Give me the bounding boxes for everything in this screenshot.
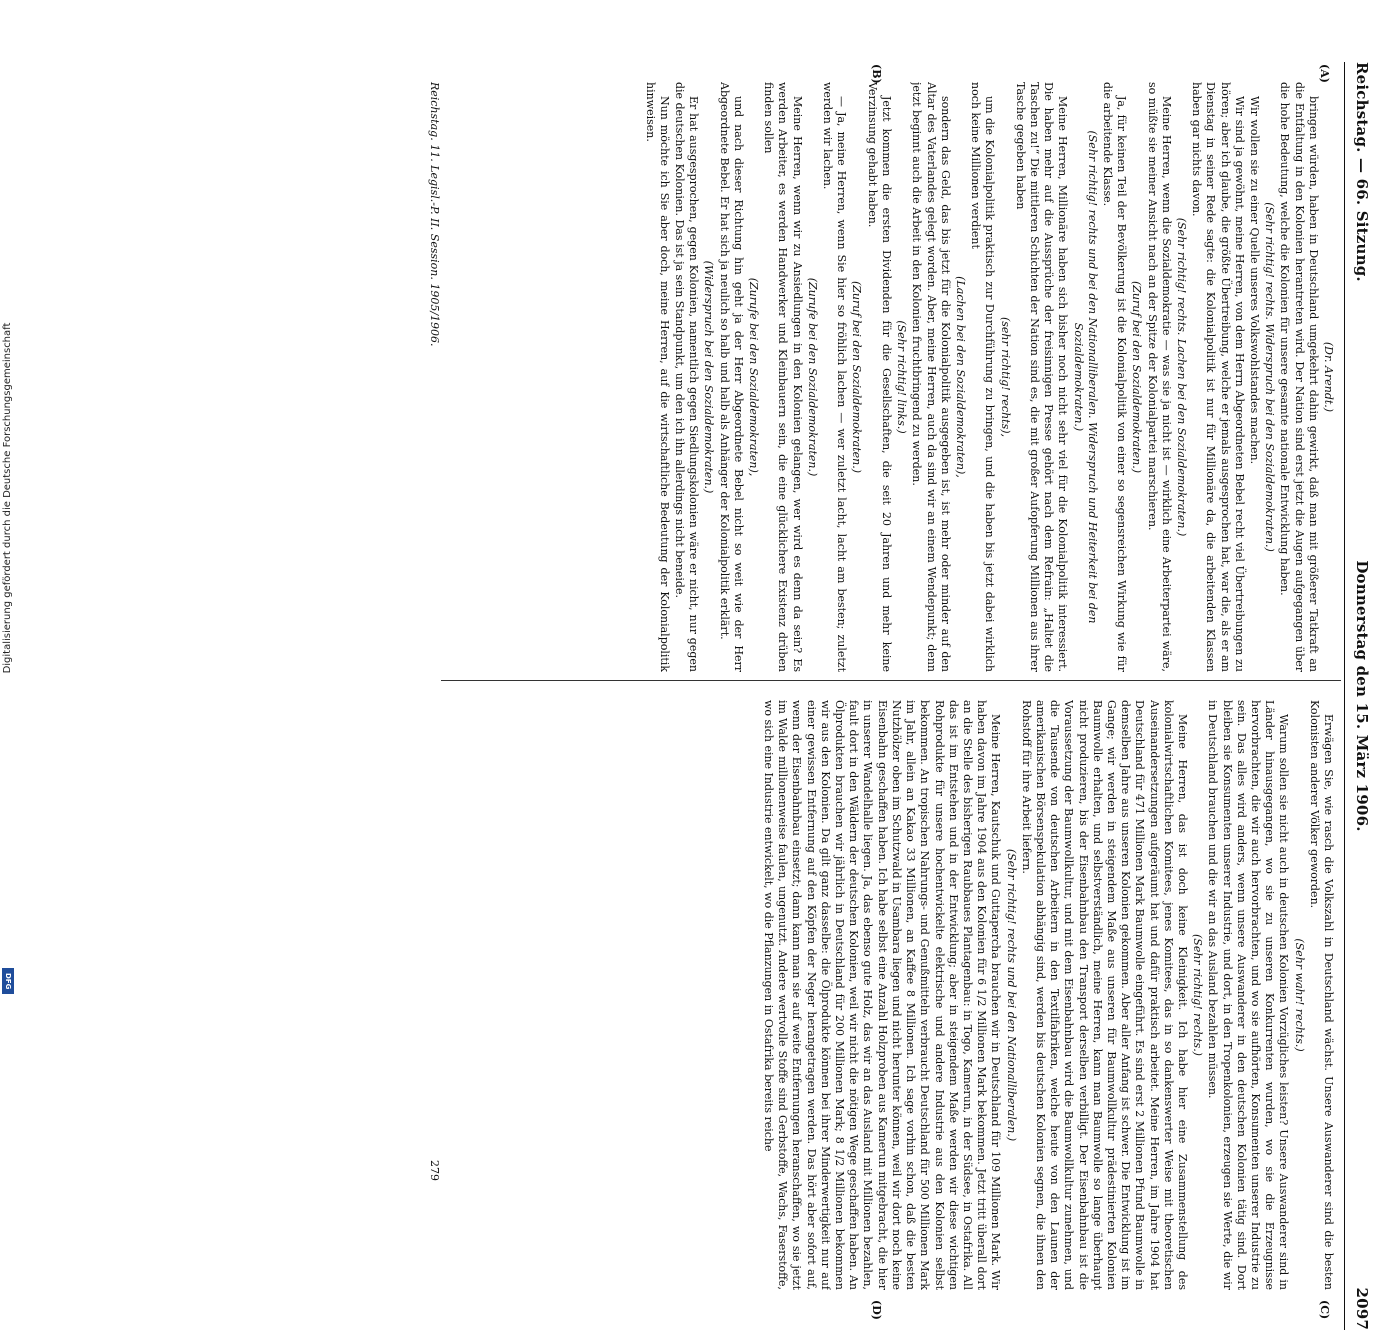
interjection-note: (Sehr richtig! rechts. Lachen bei den Sozialdemokraten.) (1174, 217, 1188, 537)
speech-paragraph: und nach dieser Richtung hin geht ja der Herr Abgeordnete Bebel nicht so weit wie der Herr Abgeordnete Bebel. Er hat sich ja neulich so halb und halb als Anhänger der Kolonialpolitik erklärt. (717, 82, 745, 672)
speech-paragraph: Meine Herren, Kautschuk und Guttapercha brauchen wir in Deutschland für 109 Millionen Mark. Wir haben davon im Jahre 1904 aus den Kolonien für 6 1/2 Millionen Mark bekommen. Jetzt tritt überall dort an die Stelle des bisherigen Raubbaues Plantagenbau: in Togo, Kamerun, in der Südsee, in Ostafrika. All das ist im Entstehen und in der Entwicklung; aber in steigendem Maße werden wir diese wichtigen Rohprodukte für unsere hochentwickelte elektrische und andere Industrie aus den Kolonien selbst bekommen. An tropischen Nahrungs- und Genußmitteln verbraucht Deutschland für 500 Millionen Mark im Jahr, allein an Kakao 33 Millionen, an Kaffee 8 Millionen. Ich sage vorhin schon, daß die besten Nutzhölzer oben im Schutzwald in Usambara liegen und nicht herunter können, weil wir dort noch keine Eisenbahn geschaffen haben. Ich habe selbst eine Anzahl Holzproben aus Kamerun mitgebracht, die hier in unserer Wandelhalle liegen. Ja, das ebenso gute Holz, das wir an das Ausland mit Millionen bezahlen, fault dort in den Wäldern der deutschen Kolonien, weil wir nicht die nötigen Wege geschaffen haben. An Ölprodukten brauchen wir jährlich in Deutschland für 200 Millionen Mark; 8 1/2 Millionen bekommen wir aus den Kolonien. Da gilt ganz dasselbe: die Ölprodukte können bei ihrer Minderwertigkeit nur auf einer gewissen Entfernung auf den Köpfen der Neger herangetragen werden. Das hört aber sofort auf, wenn der Eisenbahnbau einsetzt; dann kann man sie auf weite Entfernungen heranschaffen, wo sie jetzt im Walde millionenweise faulen, ungenutzt. Andere wertvolle Stoffe sind Gerbstoffe, Wachs, Faserstoffe, wo sich eine Industrie entwickelt, wo die Pflanzungen in Ostafrika bereits reiche (762, 700, 1003, 1290)
speech-paragraph: Meine Herren, wenn die Sozialdemokratie — was sie ja nicht ist — wirklich eine Arbeiterpartei wäre, so müßte sie meiner Ansicht nach an der Spitze der Kolonialpartei marschieren. (1145, 82, 1173, 672)
interjection-note: (Sehr richtig! rechts und bei den Nationalliberalen.) (1004, 848, 1018, 1142)
folio-number: 279 (428, 1160, 441, 1181)
speech-paragraph: Meine Herren, Millionäre haben sich bisher noch nicht sehr viel für die Kolonialpolitik interessiert. Die haben mehr auf die Aussprüche der freisinnigen Presse gehört nach dem Refrain: „Haltet die Taschen zu!“ Die mittleren Schichten der Nation sind es, die mit großer Aufopferung Millionen aus ihrer Tasche gegeben haben (1013, 82, 1070, 672)
header-rule (1344, 62, 1345, 1330)
left-text-column (455, 82, 1335, 672)
interjection-note: (Lachen bei den Sozialdemokraten), (953, 276, 967, 478)
interjection-note: (Sehr richtig! rechts. Widerspruch bei den Sozialdemokraten.) (1263, 202, 1277, 552)
speech-paragraph: Ja, für keinen Teil der Bevölkerung ist die Kolonialpolitik von einer so segensreichen Wirkung wie für die arbeitende Klasse. (1100, 82, 1129, 672)
interjection-note: (Sehr richtig! rechts.) (1191, 934, 1205, 1056)
column-divider (441, 680, 1341, 681)
margin-marker-c: (C) (1318, 1300, 1331, 1320)
speech-paragraph: Wir wollen sie zu einer Quelle unseres Volkswohlstandes machen. (1247, 96, 1261, 465)
interjection-note: (Zuruf bei den Sozialdemokraten.) (1130, 280, 1144, 474)
margin-marker-b: (B) (870, 64, 883, 84)
interjection-note: (Zurufe bei den Sozialdemokraten), (747, 277, 761, 477)
speech-paragraph: Warum sollen sie nicht auch in deutschen Kolonien Vorzügliches leisten? Unsere Auswanderer sind in Länder hinausgegangen, wo sie zu unseren Konkurrenten wurden, wo sie die Erzeugnisse hervorbrachten, die wir auch hervorbrachten, und wo sie aufhörten, Konsumenten unserer Industrie zu sein. Das alles wird anders, wenn unsere Auswanderer in den deutschen Kolonien tätig sind. Dort bleiben sie Konsumenten unserer Industrie, und dort, in den Tropenkolonien, erzeugen sie Werte, die wir in Deutschland brauchen und die wir an das Ausland bezahlen müssen. (1206, 700, 1291, 1290)
margin-marker-d: (D) (870, 1300, 883, 1320)
interjection-note: (Sehr richtig! rechts und bei den Nationalliberalen. Widerspruch und Heiterkeit bei den Sozialdemokraten.) (1071, 130, 1099, 624)
header-left: Reichstag. — 66. Sitzung. (1353, 62, 1371, 282)
interjection-note: (Sehr wahr! rechts.) (1292, 938, 1306, 1052)
interjection-note: (Zurufe bei den Sozialdemokraten.) (805, 277, 819, 477)
digitization-note: Digitalisierung gefördert durch die Deutsche Forschungsgemeinschaft (2, 322, 13, 674)
speech-paragraph: Meine Herren, wenn wir zu Ansiedlungen in den Kolonien gelangen, wer wird es denn da sein? Es werden Arbeiter, es werden Handwerker und Kleinbauern sein, die eine glücklichere Existenz drüben finden sollen (762, 82, 804, 672)
speaker-label: (Dr. Arendt.) (1322, 341, 1335, 413)
interjection-note: (sehr richtig! rechts), (998, 316, 1012, 438)
speech-paragraph: — Ja, meine Herren, wenn Sie hier so fröhlich lachen — wer zuletzt lacht, lacht am besten; zuletzt werden wir lachen. (821, 82, 849, 672)
page-footer: Reichstag. 11. Legisl.-P. II. Session. 1905/1906. (428, 82, 441, 347)
speech-paragraph: um die Kolonialpolitik praktisch zur Durchführung zu bringen, und die haben bis jetzt dabei wirklich noch keine Millionen verdient (969, 82, 997, 672)
margin-marker-a: (A) (1318, 64, 1331, 83)
speech-paragraph: Wir sind ja gewöhnt, meine Herren, von dem Herrn Abgeordneten Bebel recht viel Übertreibungen zu hören; aber ich glaube, die größte Übertreibung, welche er jemals ausgesprochen hat, war die, als er am Dienstag in seiner Rede sagte: die Kolonialpolitik ist nur für Millionäre da, die arbeitenden Klassen haben gar nichts davon. (1190, 82, 1246, 672)
speech-paragraph: Er hat ausgesprochen, gegen Kolonien, namentlich gegen Siedlungskolonien wäre er nicht, nur gegen die deutschen Kolonien. Das ist ja sein Standpunkt, um den ich ihn allerdings nicht beneide. (673, 82, 701, 672)
page-header (1349, 62, 1375, 1330)
speech-paragraph: sondern das Geld, das bis jetzt für die Kolonialpolitik ausgegeben ist, ist mehr oder minder auf den Altar des Vaterlandes gelegt worden. Aber, meine Herren, auch da sind wir an einem Wendepunkt; denn jetzt beginnt auch die Arbeit in den Kolonien fruchtbringend zu werden. (910, 82, 952, 672)
header-page-number: 2097 (1353, 1287, 1371, 1330)
interjection-note: (Widerspruch bei den Sozialdemokraten.) (702, 260, 716, 494)
speech-paragraph: Jetzt kommen die ersten Dividenden für die Gesellschaften, die seit 20 Jahren und mehr keine Verzinsung gehabt haben. (865, 82, 893, 672)
right-text-column (455, 700, 1335, 1290)
interjection-note: (Sehr richtig! links.) (895, 320, 909, 434)
speech-paragraph: Erwägen Sie, wie rasch die Volkszahl in Deutschland wächst. Unsere Auswanderer sind die besten Kolonisten anderer Völker geworden. (1307, 700, 1335, 1290)
speech-paragraph: Meine Herren, das ist doch keine Kleinigkeit. Ich habe hier eine Zusammenstellung des kolonialwirtschaftlichen Komitees, jenes Komitees, das in so dankenswerter Weise mit theoretischen Auseinandersetzungen aufgeräumt hat und dafür praktisch arbeitet. Meine Herren, im Jahre 1904 hat Deutschland für 471 Millionen Mark Baumwolle eingeführt. Es sind erst 2 Millionen Pfund Baumwolle in demselben Jahre aus unseren Kolonien gekommen. Aber aller Anfang ist schwer. Die Entwicklung ist im Gange; wir werden in steigendem Maße aus unseren für Baumwollkultur prädestinierten Kolonien Baumwolle erhalten, und selbstverständlich, meine Herren, kann man Baumwolle so lange überhaupt nicht produzieren, bis der Eisenbahnbau den Transport derselben verbilligt. Der Eisenbahnbau ist die Voraussetzung der Baumwollkultur, und mit dem Eisenbahnbau wird die Baumwollkultur zunehmen, und die Tausende von deutschen Arbeitern in den Textilfabriken, welche heute von den Launen der amerikanischen Börsenspekulation abhängig sind, werden bis deutschen Kolonien segnen, die ihnen den Rohstoff für ihre Arbeit liefern. (1019, 700, 1189, 1290)
interjection-note: (Zuruf bei den Sozialdemokraten.) (850, 280, 864, 474)
speech-paragraph: bringen würden, haben in Deutschland umgekehrt dahin gewirkt, daß man mit größerer Tatkraft an die Entfaltung in den Kolonien herantreten wird. Der Nation sind erst jetzt die Augen aufgegangen über die hohe Bedeutung, welche die Kolonien für unsere gesamte nationale Entwicklung haben. (1278, 82, 1320, 672)
header-date: Donnerstag den 15. März 1906. (1353, 560, 1371, 832)
speech-paragraph: Nun möchte ich Sie aber doch, meine Herren, auf die wirtschaftliche Bedeutung der Kolonialpolitik hinweisen. (643, 82, 671, 672)
dfg-logo-icon: DFG (2, 968, 14, 994)
